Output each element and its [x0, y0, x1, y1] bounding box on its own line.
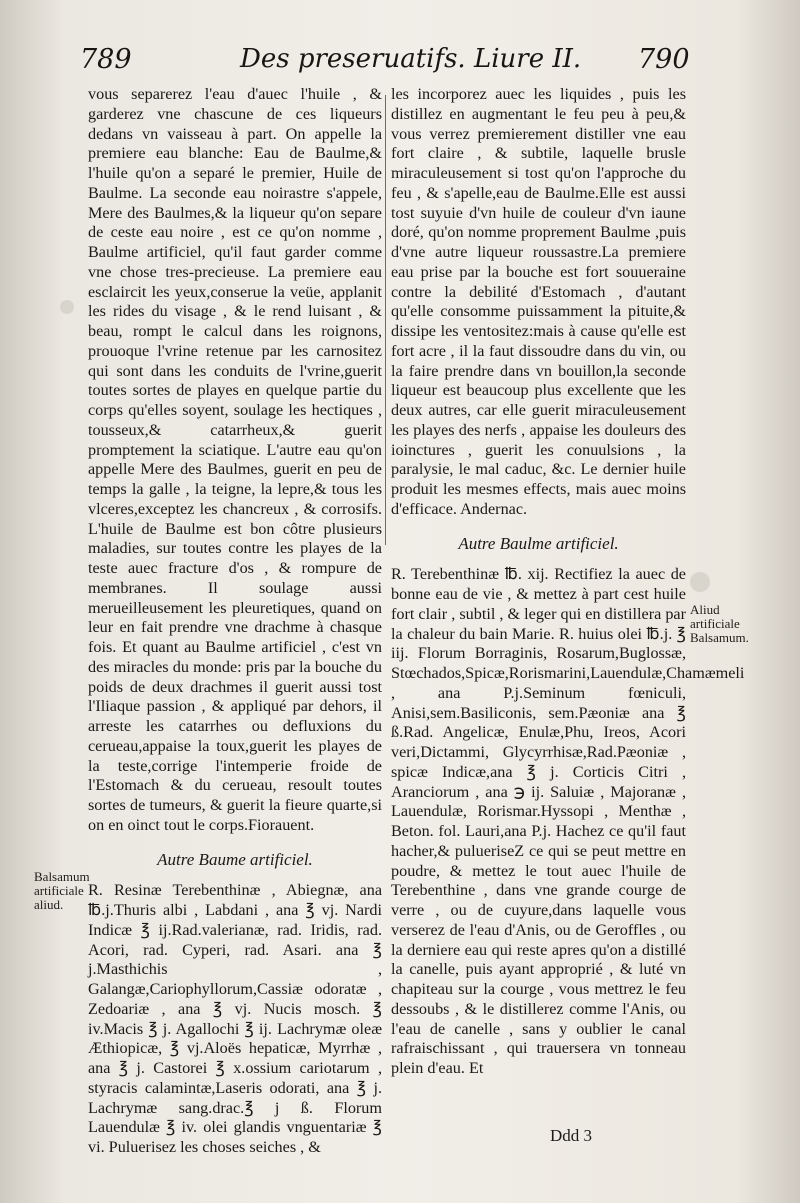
right-paragraph-2: R. Terebenthinæ ℔. xij. Rectifiez la auec de bonne eau de vie , & mettez à part cest huile fort clair , subtil , & leger qui en distillera par la chaleur du bain Marie. R. huius olei ℔.j. ℥ iij. Florum Borraginis, Rosarum,Buglossæ, Stœchados,Spicæ,Rorismarini,Lauendulæ,Chamæmeli , ana P.j.Seminum fœniculi, Anisi,sem.Basiliconis, sem.Pæoniæ ana ℥ ß.Rad. Angelicæ, Enulæ,Phu, Ireos, Acori veri,Dictammi, Glycyrrhisæ,Rad.Pæoniæ , spicæ Indicæ,ana ℥ j. Corticis Citri , Aranciorum , ana ℈ ij. Saluiæ , Majoranæ , Lauendulæ, Rorismar.Hyssopi , Menthæ , Beton. fol. Lauri,ana P.j. Hachez ce qu'il faut hacher,& pulueriseZ ce qui se peut mettre en poudre, & mettez le tout auec l'huile de Terebenthine , dans vne grande courge de verre , ou de cuyure,dans laquelle vous verserez de l'eau d'Anis, ou de Geroffles , ou la derniere eau qui reste apres qu'on a distillé la canelle, puis ayant approprié , & luté vn chapiteau sur la courge , vous mettrez le feu dessoubs , & le distillerez comme l'Anis, ou l'eau de canelle , sans y oublier le canal rafraischissant , qui trauersera vn tonneau plein d'eau. Et [391, 565, 745, 1077]
running-title: Des preseruatifs. Liure II. [240, 44, 582, 74]
paper-stain [60, 300, 74, 314]
column-rule [385, 95, 386, 545]
paper-stain [690, 572, 710, 592]
left-paragraph-2: R. Resinæ Terebenthinæ , Abiegnæ, ana ℔.j.Thuris albi , Labdani , ana ℥ vj. Nardi Indicæ ℥ ij.Rad.valerianæ, rad. Iridis, rad. Acori, rad. Cyperi, rad. Asari. ana ℥ j.Masthichis , Galangæ,Cariophyllorum,Cassiæ odoratæ , Zedoariæ , ana ℥ vj. Nucis mosch. ℥ iv.Macis ℥ j. Agallochi ℥ ij. Lachrymæ oleæ Æthiopicæ, ℥ vj.Aloës hepaticæ, Myrrhæ , ana ℥ j. Castorei ℥ x.ossium cariotarum , styracis calamintæ,Laseris odorati, ana ℥ j. Lachrymæ sang.drac.℥ j ß. Florum Lauendulæ ℥ iv. olei glandis vnguentariæ ℥ vi. Puluerisez les choses seiches , & [88, 881, 382, 1156]
page-number-left: 789 [80, 44, 132, 75]
right-paragraph-1: les incorporez auec les liquides , puis les distillez en augmentant le feu peu à peu,& vous verrez premierement distiller vne eau fort claire , & subtile, laquelle brusle miraculeusement si tost qu'on l'approche du feu , & s'apelle,eau de Baulme.Elle est aussi tost suyuie d'vn huile de couleur d'vn iaune doré, qu'on nomme proprement Baulme ,puis d'vne autre liqueur roussastre.La premiere eau prise par la bouche est fort souueraine contre la debilité d'Estomach , d'autant qu'elle consomme puissamment la pituite,& dissipe les ventositez:mais à cause qu'elle est fort acre , il la faut dissoudre dans du vin, ou la faire prendre dans vn bouillon,la seconde liqueur est beaucoup plus excellente que les deux autres, car elle guerit miraculeusement les playes des nerfs , appaise les douleurs des ioinctures , guerit les conuulsions , la paralysie, le mal caduc, &c. Le dernier huile produit les mesmes effects, mais auec moins d'efficace. Andernac. [391, 85, 686, 518]
left-paragraph-1: vous separerez l'eau d'auec l'huile , & garderez vne chascune de ces liqueurs dedans vn vaisseau à part. On appelle la premiere eau blanche: Eau de Baulme,& l'huile qu'on a separé le premier, Huile de Baulme. La seconde eau noirastre s'appele, Mere des Baulmes,& la liqueur qu'on separe de ceste eau noire , est ce qu'on nomme , Baulme artificiel, qu'il faut garder comme vne chose tres-precieuse. La premiere eau esclaircit les yeux,conserue la veüe, applanit les rides du visage , & le rend luisant , & beau, rompt le calcul dans les roignons, prouoque l'vrine retenue par les carnositez qui sont dans les conduits de l'vrine,guerit toutes sortes de playes en quelque partie du corps qu'elles soyent, soulage les hectiques , tousseux,& catarrheux,& guerit promptement la sciatique. L'autre eau qu'on appelle Mere des Baulmes, guerit en peu de temps la galle , la teigne, la lepre,& tous les vlceres,exceptez les chancreux , & corrosifs. L'huile de Baulme est bon côtre plusieurs maladies, sur toutes contre les playes de la teste auec fracture d'os , & rompure de membranes. Il soulage aussi merueilleusement les pleuretiques, quand on leur en fait prendre vne drachme à chasque fois. Et quant au Baulme artificiel , c'est vn des miracles du monde: pris par la bouche du poids de deux drachmes il guerit aussi tost l'Iliaque passion , & appliqué par dehors, il arreste les catarrhes ou defluxions du cerueau,appaise la toux,guerit les playes de la teste,corrige l'intemperie froide de l'Estomach & du cerueau, resoult toutes sortes de tumeurs, & guerit la fieure quarte,si on en oinct tout le corps.Fiorauent. [88, 85, 382, 834]
margin-note-right: Aliud artificiale Balsamum. [690, 602, 749, 645]
left-subtitle: Autre Baume artificiel. [157, 849, 313, 869]
page-number-right: 790 [638, 44, 690, 75]
margin-note-left: Balsamum artificiale aliud. [34, 869, 90, 912]
right-subtitle: Autre Baulme artificiel. [458, 533, 619, 553]
signature-mark: Ddd 3 [550, 1126, 593, 1145]
left-column [88, 85, 382, 1158]
